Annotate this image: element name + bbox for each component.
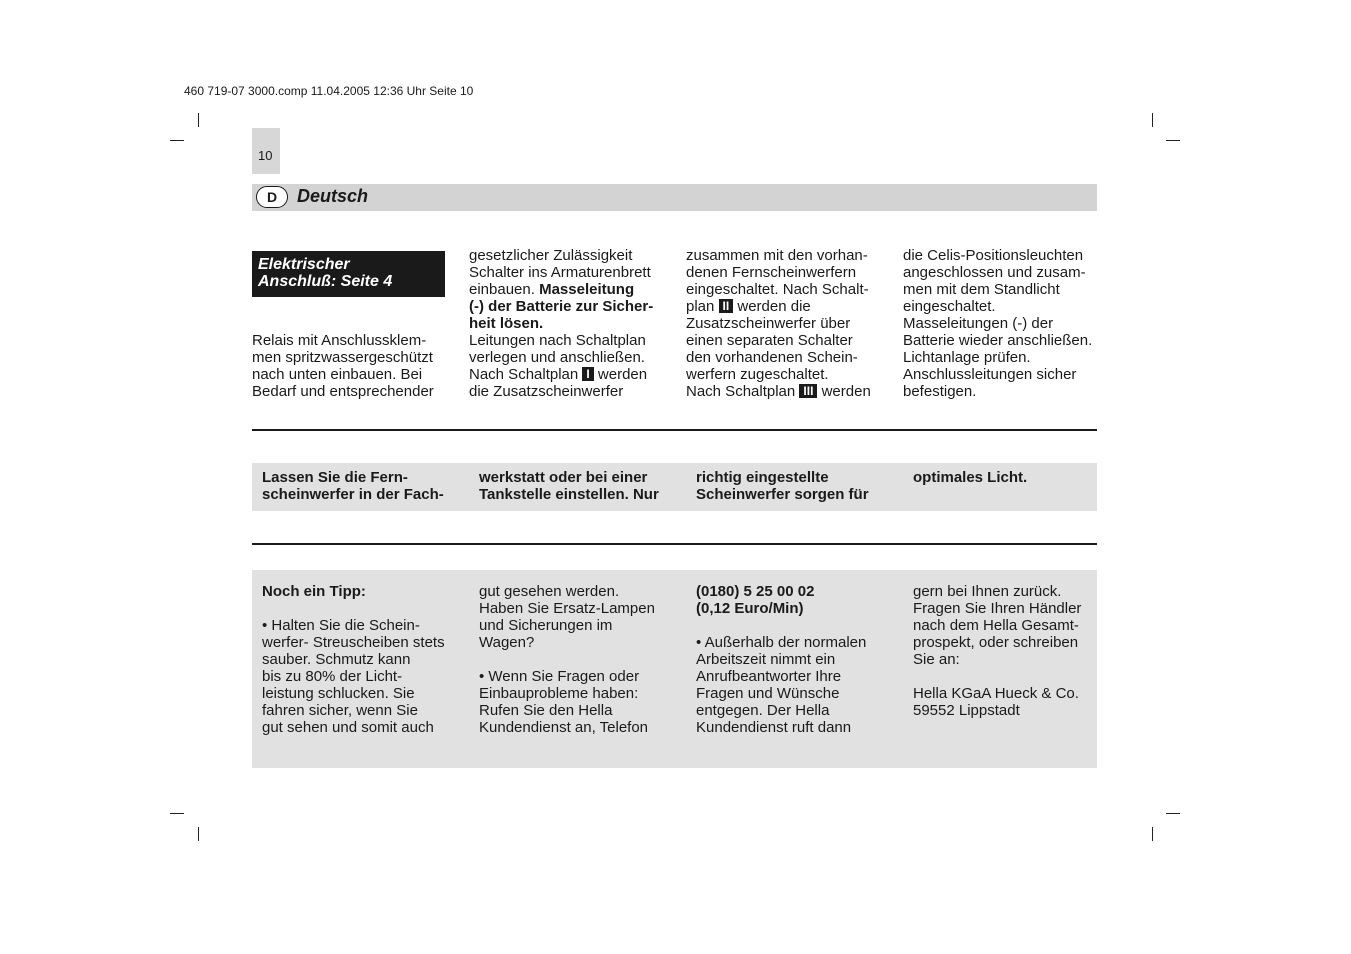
text-line: men mit dem Standlicht: [903, 281, 1060, 298]
text-line: • Wenn Sie Fragen oder: [479, 668, 640, 685]
text-line: den vorhandenen Schein-: [686, 349, 858, 366]
language-badge: D: [256, 186, 288, 208]
text-line: Schalter ins Armaturenbrett: [469, 264, 651, 281]
text-line: Zusatzscheinwerfer über: [686, 315, 851, 332]
page-number: 10: [258, 148, 273, 163]
language-bar: [252, 184, 1097, 211]
text-line: Arbeitszeit nimmt ein: [696, 651, 836, 668]
warning-text: (-) der Batterie zur Sicher-: [469, 298, 654, 315]
text-line: prospekt, oder schreiben: [913, 634, 1079, 651]
text-line: Wagen?: [479, 634, 535, 651]
text-line: sauber. Schmutz kann: [262, 651, 411, 668]
crop-mark: [170, 813, 184, 814]
warning-text: Masseleitung: [539, 281, 635, 298]
section3-column-2: [479, 583, 655, 736]
text-line: angeschlossen und zusam-: [903, 264, 1086, 281]
text-line: fahren sicher, wenn Sie: [262, 702, 418, 719]
section2-column-4: [913, 469, 1027, 486]
text-line: gern bei Ihnen zurück.: [913, 583, 1062, 600]
crop-mark: [1166, 813, 1180, 814]
text-line: [686, 298, 871, 315]
text-line: Kundendienst an, Telefon: [479, 719, 649, 736]
text-line: richtig eingestellte: [696, 469, 829, 486]
text-run: werden die: [737, 298, 811, 315]
heading-line: Anschluß: Seite 4: [258, 273, 393, 290]
text-line: verlegen und anschließen.: [469, 349, 645, 366]
text-line: Einbauprobleme haben:: [479, 685, 639, 702]
crop-mark: [1166, 140, 1180, 141]
text-line: gut sehen und somit auch: [262, 719, 434, 736]
text-line: bis zu 80% der Licht-: [262, 668, 403, 685]
section2-column-3: [696, 469, 869, 503]
text-line: [469, 366, 653, 383]
section3-column-1: [262, 583, 445, 736]
text-line: werfer- Streuscheiben stets: [262, 634, 445, 651]
text-line: Anrufbeantworter Ihre: [696, 668, 842, 685]
section3-column-4: [913, 583, 1081, 719]
section2-column-2: [479, 469, 659, 503]
section1-column-3: [686, 247, 871, 400]
text-line: Anschlussleitungen sicher: [903, 366, 1077, 383]
text-line: werfern zugeschaltet.: [686, 366, 829, 383]
text-run: werden: [597, 366, 648, 383]
crop-mark: [1152, 827, 1153, 841]
wiring-plan-label: II: [719, 299, 734, 313]
text-line: gesetzlicher Zulässigkeit: [469, 247, 633, 264]
text-line: die Celis-Positionsleuchten: [903, 247, 1084, 264]
warning-text: heit lösen.: [469, 315, 544, 332]
text-line: die Zusatzscheinwerfer: [469, 383, 624, 400]
address-line: Hella KGaA Hueck & Co.: [913, 685, 1079, 702]
section1-column-1: [252, 332, 434, 400]
wiring-plan-label: III: [799, 384, 817, 398]
wiring-plan-label: I: [582, 367, 593, 381]
text-line: eingeschaltet.: [903, 298, 996, 315]
text-line: nach unten einbauen. Bei: [252, 366, 423, 383]
text-line: nach dem Hella Gesamt-: [913, 617, 1079, 634]
section2-column-1: [262, 469, 444, 503]
text-line: Rufen Sie den Hella: [479, 702, 613, 719]
text-line: Fragen und Wünsche: [696, 685, 840, 702]
text-run: Nach Schaltplan: [686, 383, 796, 400]
print-meta-line: 460 719-07 3000.comp 11.04.2005 12:36 Uhr Seite 10: [184, 84, 474, 98]
text-run: plan: [686, 298, 715, 315]
text-line: scheinwerfer in der Fach-: [262, 486, 444, 503]
section-divider: [252, 429, 1097, 431]
section-heading-electrical: [252, 251, 445, 297]
section-divider: [252, 543, 1097, 545]
text-line: eingeschaltet. Nach Schalt-: [686, 281, 869, 298]
language-name: Deutsch: [297, 186, 369, 206]
text-line: men spritzwassergeschützt: [252, 349, 433, 366]
text-line: [469, 281, 653, 298]
text-line: Fragen Sie Ihren Händler: [913, 600, 1082, 617]
hotline-rate: (0,12 Euro/Min): [696, 600, 804, 617]
section1-column-4: [903, 247, 1092, 400]
address-line: 59552 Lippstadt: [913, 702, 1020, 719]
text-line: Masseleitungen (-) der: [903, 315, 1054, 332]
section3-column-3: [696, 583, 866, 736]
text-line: Lassen Sie die Fern-: [262, 469, 408, 486]
text-line: leistung schlucken. Sie: [262, 685, 415, 702]
hotline-phone: (0180) 5 25 00 02: [696, 583, 815, 600]
text-line: Leitungen nach Schaltplan: [469, 332, 646, 349]
section1-column-2: [469, 247, 653, 400]
text-line: Kundendienst ruft dann: [696, 719, 852, 736]
text-line: [686, 383, 871, 400]
text-line: denen Fernscheinwerfern: [686, 264, 857, 281]
text-line: Batterie wieder anschließen.: [903, 332, 1093, 349]
text-line: und Sicherungen im: [479, 617, 613, 634]
text-line: Scheinwerfer sorgen für: [696, 486, 869, 503]
crop-mark: [170, 140, 184, 141]
text-line: • Außerhalb der normalen: [696, 634, 867, 651]
text-run: einbauen.: [469, 281, 540, 298]
crop-mark: [198, 113, 199, 127]
tips-heading: Noch ein Tipp:: [262, 583, 366, 600]
text-line: befestigen.: [903, 383, 977, 400]
text-line: Haben Sie Ersatz-Lampen: [479, 600, 655, 617]
text-line: einen separaten Schalter: [686, 332, 853, 349]
text-line: gut gesehen werden.: [479, 583, 620, 600]
text-line: Tankstelle einstellen. Nur: [479, 486, 659, 503]
text-line: Relais mit Anschlussklem-: [252, 332, 427, 349]
text-line: werkstatt oder bei einer: [479, 469, 648, 486]
text-line: Bedarf und entsprechender: [252, 383, 434, 400]
text-line: • Halten Sie die Schein-: [262, 617, 420, 634]
heading-line: Elektrischer: [258, 256, 350, 273]
text-run: werden: [821, 383, 871, 400]
text-line: entgegen. Der Hella: [696, 702, 830, 719]
crop-mark: [1152, 113, 1153, 127]
text-line: zusammen mit den vorhan-: [686, 247, 868, 264]
text-line: Lichtanlage prüfen.: [903, 349, 1031, 366]
text-line: Sie an:: [913, 651, 960, 668]
text-run: Nach Schaltplan: [469, 366, 579, 383]
crop-mark: [198, 827, 199, 841]
text-line: optimales Licht.: [913, 469, 1028, 486]
page-number-box: [252, 128, 280, 174]
